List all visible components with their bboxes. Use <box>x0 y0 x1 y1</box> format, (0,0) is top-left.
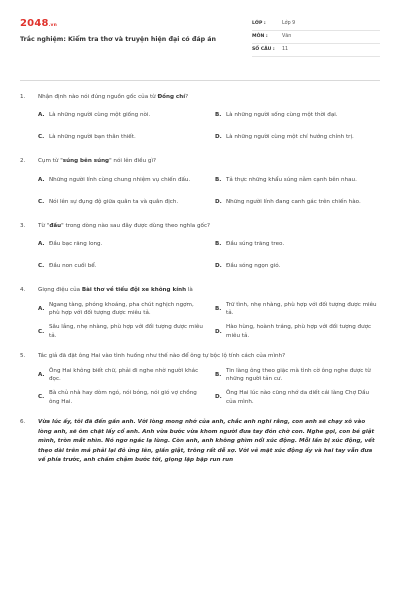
question-3 <box>20 222 380 274</box>
answer-option[interactable] <box>215 301 380 318</box>
question-head <box>20 222 380 230</box>
answer-option[interactable] <box>215 367 380 384</box>
question-text-part: " trong dòng nào sau đây được dùng theo nghĩa gốc? <box>61 222 211 229</box>
option-letter: D. <box>215 328 222 335</box>
meta-value: Lớp 9 <box>282 21 296 27</box>
option-text: Những người lính cùng chung nhiệm vụ chiến đấu. <box>49 176 191 183</box>
option-letter: C. <box>38 262 45 269</box>
answer-option[interactable] <box>215 236 380 252</box>
meta-label: LỚP : <box>252 20 266 26</box>
question-text <box>38 93 380 101</box>
answer-option[interactable] <box>38 323 203 340</box>
answer-options <box>20 107 380 145</box>
option-text: Tin làng ông theo giặc mà tình cờ ông nghe được từ những người tản cư. <box>226 367 371 382</box>
meta-row-class <box>252 18 380 31</box>
answer-option[interactable] <box>38 301 203 318</box>
option-text: Ông Hai không biết chữ, phải đi nghe nhờ người khác đọc. <box>49 367 199 382</box>
question-head <box>20 286 380 294</box>
question-text-part: " nói lên điều gì? <box>109 158 156 165</box>
option-text: Bà chủ nhà hay dòm ngó, nói bóng, nói gió vợ chồng ông Hai. <box>49 390 197 405</box>
answer-option[interactable] <box>38 389 203 406</box>
option-letter: D. <box>215 198 222 205</box>
option-letter: A. <box>38 112 45 119</box>
question-head <box>20 352 380 360</box>
option-letter: D. <box>215 134 222 141</box>
option-letter: B. <box>215 305 222 312</box>
option-text: Ông Hai lúc nào cũng nhớ da diết cái làng Chợ Dầu của mình. <box>226 390 370 405</box>
answer-option[interactable] <box>38 258 203 274</box>
site-logo[interactable] <box>20 16 250 31</box>
page-title: Trắc nghiệm: Kiểm tra thơ và truyện hiện đại có đáp án <box>20 36 217 43</box>
logo-suffix: .vn <box>48 23 58 28</box>
option-letter: A. <box>38 240 45 247</box>
question-6 <box>20 418 380 466</box>
option-text: Là những người sống cùng một thời đại. <box>226 112 338 119</box>
answer-option[interactable] <box>38 129 203 145</box>
answer-option[interactable] <box>215 107 380 123</box>
answer-option[interactable] <box>38 367 203 384</box>
meta-label: SỐ CÂU : <box>252 46 275 52</box>
question-text-part: Nhận định nào nói đúng nguồn gốc của từ <box>38 94 158 100</box>
divider <box>20 80 380 81</box>
question-number: 5. <box>20 353 26 360</box>
answer-option[interactable] <box>215 129 380 145</box>
question-number: 6. <box>20 419 26 426</box>
answer-option[interactable] <box>215 258 380 274</box>
question-number: 4. <box>20 287 26 294</box>
option-letter: A. <box>38 305 45 312</box>
question-text-part: Từ " <box>38 222 50 229</box>
answer-options <box>20 236 380 274</box>
option-letter: B. <box>215 240 222 247</box>
logo-text: 2048 <box>20 18 49 29</box>
question-1 <box>20 93 380 145</box>
question-head <box>20 418 380 466</box>
question-5 <box>20 352 380 406</box>
question-text-emphasis: Đồng chí <box>157 94 186 100</box>
meta-info <box>252 18 380 72</box>
option-letter: B. <box>215 112 222 119</box>
option-text: Đầu non cuối bể. <box>49 262 97 269</box>
question-number: 2. <box>20 158 26 165</box>
answer-option[interactable] <box>215 389 380 406</box>
option-text: Là những người cùng một giống nòi. <box>49 112 151 119</box>
option-letter: C. <box>38 328 45 335</box>
option-text: Hào hùng, hoành tráng, phù hợp với đối tượng được miêu tả. <box>226 324 372 339</box>
meta-value: 11 <box>282 47 289 53</box>
question-text <box>38 352 380 360</box>
option-text: Là những người cùng một chí hướng chính trị. <box>226 134 354 141</box>
question-number: 1. <box>20 94 26 100</box>
question-text-part: Tác giả đã đặt ông Hai vào tình huống như thế nào để ông tự bộc lộ tính cách của mình? <box>38 353 286 360</box>
meta-value: Văn <box>282 34 292 40</box>
question-text <box>38 222 380 230</box>
question-text <box>38 286 380 294</box>
option-letter: A. <box>38 176 45 183</box>
question-2 <box>20 157 380 209</box>
question-text-part: là <box>186 287 193 294</box>
question-4 <box>20 286 380 340</box>
header <box>20 16 380 72</box>
answer-options <box>20 172 380 210</box>
option-text: Là những người bạn thân thiết. <box>49 134 136 141</box>
option-text: Nói lên sự đụng độ giữa quân ta và quân địch. <box>49 198 179 205</box>
option-text: Tả thực những khẩu súng nằm cạnh bên nhau. <box>226 176 357 183</box>
option-letter: B. <box>215 176 222 183</box>
question-text-part: Giọng điệu của <box>38 287 82 294</box>
answer-option[interactable] <box>215 323 380 340</box>
answer-options <box>20 367 380 407</box>
answer-option[interactable] <box>38 194 203 210</box>
option-text: Đầu bạc răng long. <box>49 240 103 247</box>
option-text: Đầu sóng ngọn gió. <box>226 262 281 269</box>
answer-option[interactable] <box>215 194 380 210</box>
option-text: Ngang tàng, phóng khoáng, pha chút nghịch ngợm, phù hợp với đối tượng được miêu tả. <box>49 301 194 316</box>
question-number: 3. <box>20 222 26 229</box>
meta-label: MÔN : <box>252 33 268 39</box>
option-letter: C. <box>38 198 45 205</box>
option-letter: B. <box>215 371 222 378</box>
question-passage: Vừa lúc ấy, tôi đã đến gần anh. Với lòng mong nhớ của anh, chắc anh nghĩ rằng, con anh sẽ chạy xô vào lòng anh, sẽ ôm chặt lấy cổ anh. Anh vừa bước vừa khom người đưa tay đón chờ con. Nghe gọi, con bé giật mình, tròn mắt nhìn. Nó ngơ ngác lạ lùng. Còn anh, anh không ghìm nổi xúc động. Mỗi lần bị xúc động, vết thẹo dài trên má phải lại đỏ ửng lên, giần giật, trông rất dễ sợ. Với vẻ mặt xúc động ấy và hai tay vẫn đưa về phía trước, anh chầm chậm bước tới, giọng lặp bặp run run <box>38 419 375 464</box>
option-text: Đầu súng trăng treo. <box>226 240 285 247</box>
question-list <box>20 93 380 406</box>
question-text-emphasis: súng bên súng <box>62 158 110 165</box>
option-letter: A. <box>38 371 45 378</box>
option-text: Trữ tình, nhẹ nhàng, phù hợp với đối tượng được miêu tả. <box>226 301 377 316</box>
option-letter: C. <box>38 394 45 401</box>
header-left <box>20 16 250 72</box>
meta-row-count <box>252 44 380 57</box>
question-head <box>20 157 380 165</box>
meta-row-subject <box>252 31 380 44</box>
answer-option[interactable] <box>38 236 203 252</box>
question-text-part: Cụm từ " <box>38 158 63 165</box>
option-letter: C. <box>38 134 45 141</box>
question-text-emphasis: đầu <box>49 222 62 229</box>
question-text <box>38 157 380 165</box>
question-text-emphasis: Bài thơ về tiểu đội xe không kính <box>81 287 187 294</box>
option-letter: D. <box>215 262 222 269</box>
option-text: Những người lính đang canh gác trên chiến hào. <box>226 198 361 205</box>
option-text: Sâu lắng, nhẹ nhàng, phù hợp với đối tượng được miêu tả. <box>49 324 203 339</box>
question-text-part: ? <box>185 94 189 100</box>
answer-option[interactable] <box>38 172 203 188</box>
answer-option[interactable] <box>215 172 380 188</box>
option-letter: D. <box>215 394 222 401</box>
answer-options <box>20 301 380 341</box>
question-head <box>20 93 380 101</box>
answer-option[interactable] <box>38 107 203 123</box>
